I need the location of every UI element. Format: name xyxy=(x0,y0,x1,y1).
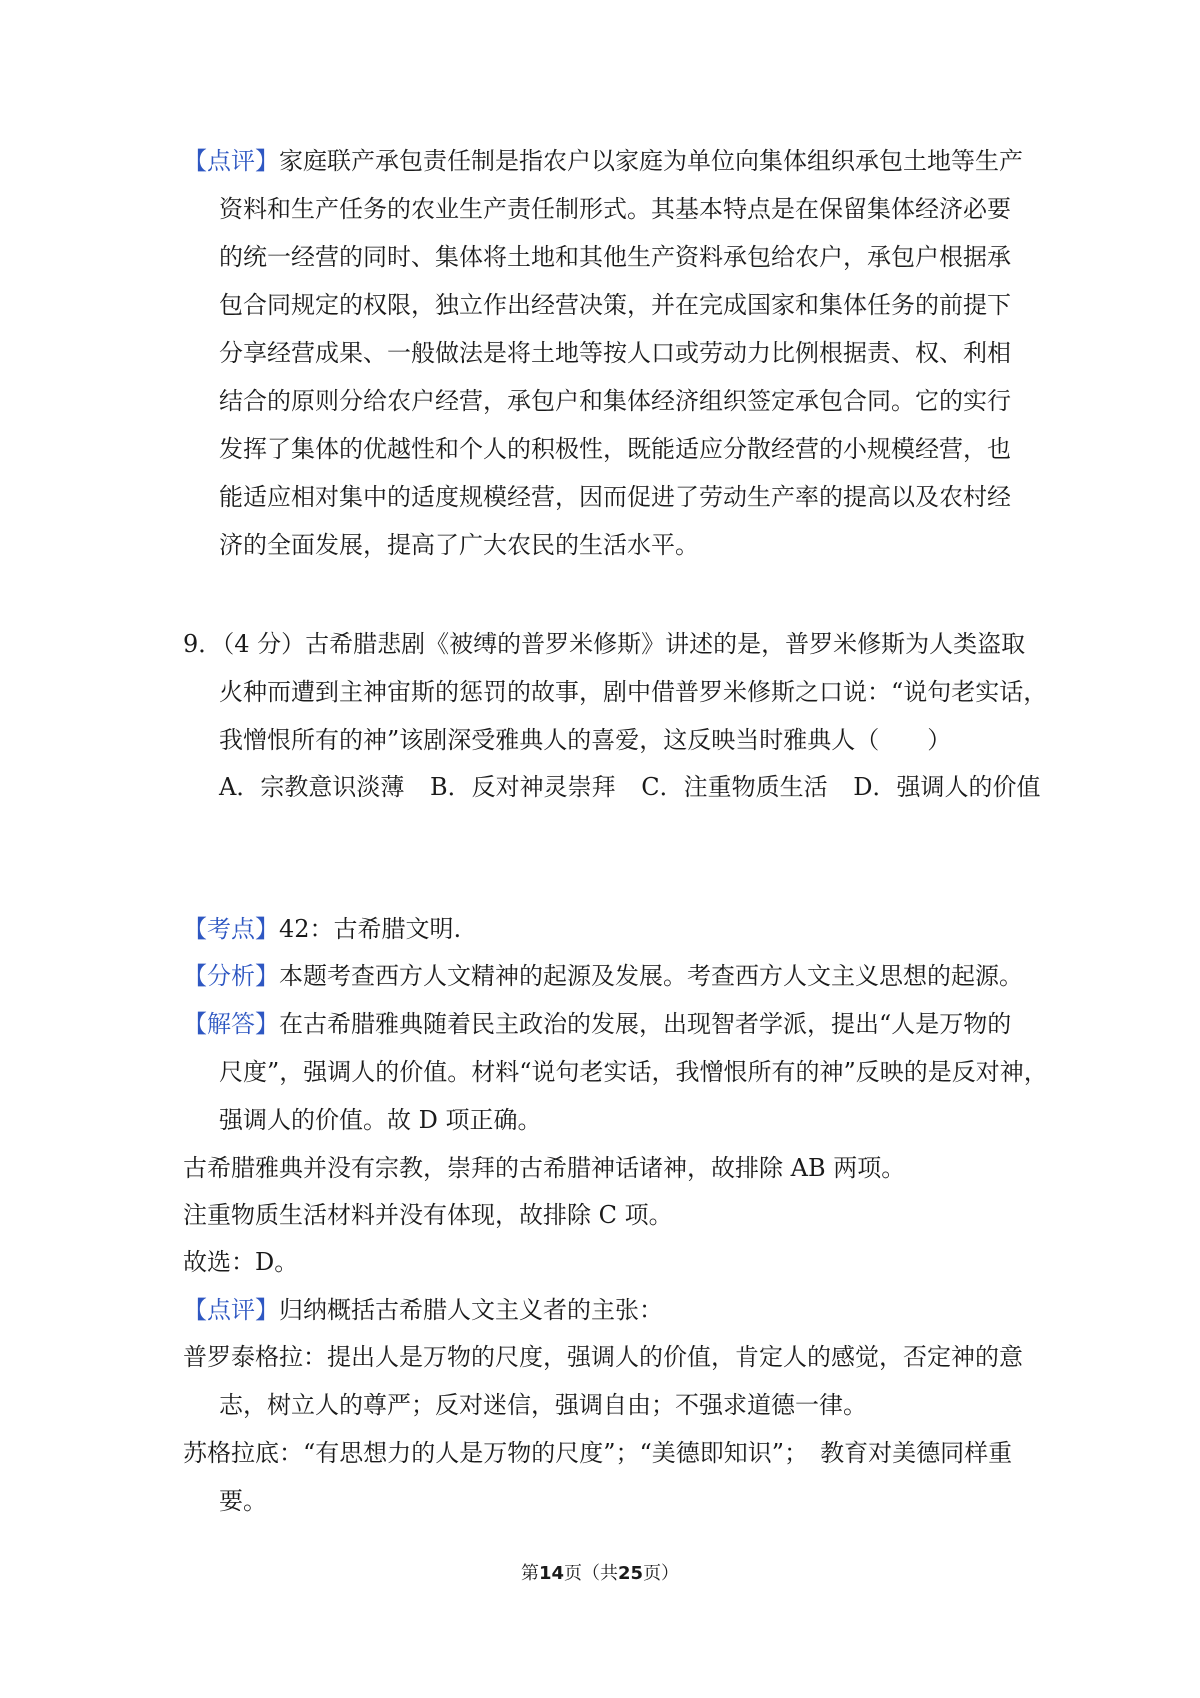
jieda-line: 强调人的价值。故 D 项正确。 xyxy=(219,1106,542,1134)
body-line: 古希腊雅典并没有宗教，崇拜的古希腊神话诸神，故排除 AB 两项。 xyxy=(183,1154,906,1182)
kaodian-text: 42：古希腊文明. xyxy=(279,915,462,943)
jieda-line: 尺度”，强调人的价值。材料“说句老实话，我憎恨所有的神”反映的是反对神， xyxy=(219,1058,1048,1086)
answer-options xyxy=(219,763,1059,811)
jieda-tag: 【解答】 xyxy=(183,1010,279,1038)
review-line: 发挥了集体的优越性和个人的积极性，既能适应分散经营的小规模经营，也 xyxy=(219,435,1011,463)
review-line: 能适应相对集中的适度规模经营，因而促进了劳动生产率的提高以及农村经 xyxy=(219,483,1011,511)
jieda-line: 在古希腊雅典随着民主政治的发展，出现智者学派，提出“人是万物的 xyxy=(279,1010,1012,1038)
review-line-2 xyxy=(183,1286,1043,1334)
body-line: 故选：D。 xyxy=(183,1248,299,1276)
fenxi-line xyxy=(183,952,1043,1000)
question-line: 火种而遭到主神宙斯的惩罚的故事，剧中借普罗米修斯之口说：“说句老实话， xyxy=(219,678,1048,706)
review-paragraph-1 xyxy=(183,137,1043,569)
review-line: 济的全面发展，提高了广大农民的生活水平。 xyxy=(219,531,699,559)
fenxi-tag: 【分析】 xyxy=(183,962,279,990)
socrates-line: 要。 xyxy=(219,1487,267,1515)
review-line: 资料和生产任务的农业生产责任制形式。其基本特点是在保留集体经济必要 xyxy=(219,195,1011,223)
body-line: 注重物质生活材料并没有体现，故排除 C 项。 xyxy=(183,1201,673,1229)
review-line: 家庭联产承包责任制是指农户以家庭为单位向集体组织承包土地等生产 xyxy=(279,147,1023,175)
review-text-2: 归纳概括古希腊人文主义者的主张： xyxy=(279,1296,663,1324)
kaodian-tag: 【考点】 xyxy=(183,915,279,943)
socrates-line: 苏格拉底：“有思想力的人是万物的尺度”；“美德即知识”； 教育对美德同样重 xyxy=(183,1439,1013,1467)
protagoras-line: 志，树立人的尊严；反对迷信，强调自由；不强求道德一律。 xyxy=(219,1391,867,1419)
footer-total-pages: 25 xyxy=(618,1563,644,1584)
review-line: 结合的原则分给农户经营，承包户和集体经济组织签定承包合同。它的实行 xyxy=(219,387,1011,415)
question-9 xyxy=(183,620,1048,764)
socrates-paragraph xyxy=(183,1429,1043,1525)
footer-prefix: 第 xyxy=(520,1563,539,1584)
jieda-paragraph xyxy=(183,1000,1048,1144)
option-b: B．反对神灵崇拜 xyxy=(429,773,616,801)
protagoras-paragraph xyxy=(183,1333,1043,1429)
option-a: A．宗教意识淡薄 xyxy=(219,773,405,801)
protagoras-line: 普罗泰格拉：提出人是万物的尺度，强调人的价值，肯定人的感觉，否定神的意 xyxy=(183,1343,1023,1371)
footer-mid: 页（共 xyxy=(564,1563,618,1584)
kaodian-line xyxy=(183,905,1043,953)
review-line: 的统一经营的同时、集体将土地和其他生产资料承包给农户，承包户根据承 xyxy=(219,243,1011,271)
footer-page-number: 14 xyxy=(538,1563,564,1584)
review-line: 分享经营成果、一般做法是将土地等按人口或劳动力比例根据责、权、利相 xyxy=(219,339,1011,367)
question-line: 9．（4 分）古希腊悲剧《被缚的普罗米修斯》讲述的是，普罗米修斯为人类盗取 xyxy=(183,630,1026,658)
review-tag-2: 【点评】 xyxy=(183,1296,279,1324)
footer-suffix: 页） xyxy=(643,1563,680,1584)
page-footer xyxy=(0,1560,1200,1588)
option-d: D．强调人的价值 xyxy=(853,773,1041,801)
fenxi-text: 本题考查西方人文精神的起源及发展。考查西方人文主义思想的起源。 xyxy=(279,962,1023,990)
option-c: C．注重物质生活 xyxy=(641,773,828,801)
review-tag: 【点评】 xyxy=(183,147,279,175)
review-line: 包合同规定的权限，独立作出经营决策，并在完成国家和集体任务的前提下 xyxy=(219,291,1011,319)
question-line: 我憎恨所有的神”该剧深受雅典人的喜爱，这反映当时雅典人（ ） xyxy=(219,726,952,754)
